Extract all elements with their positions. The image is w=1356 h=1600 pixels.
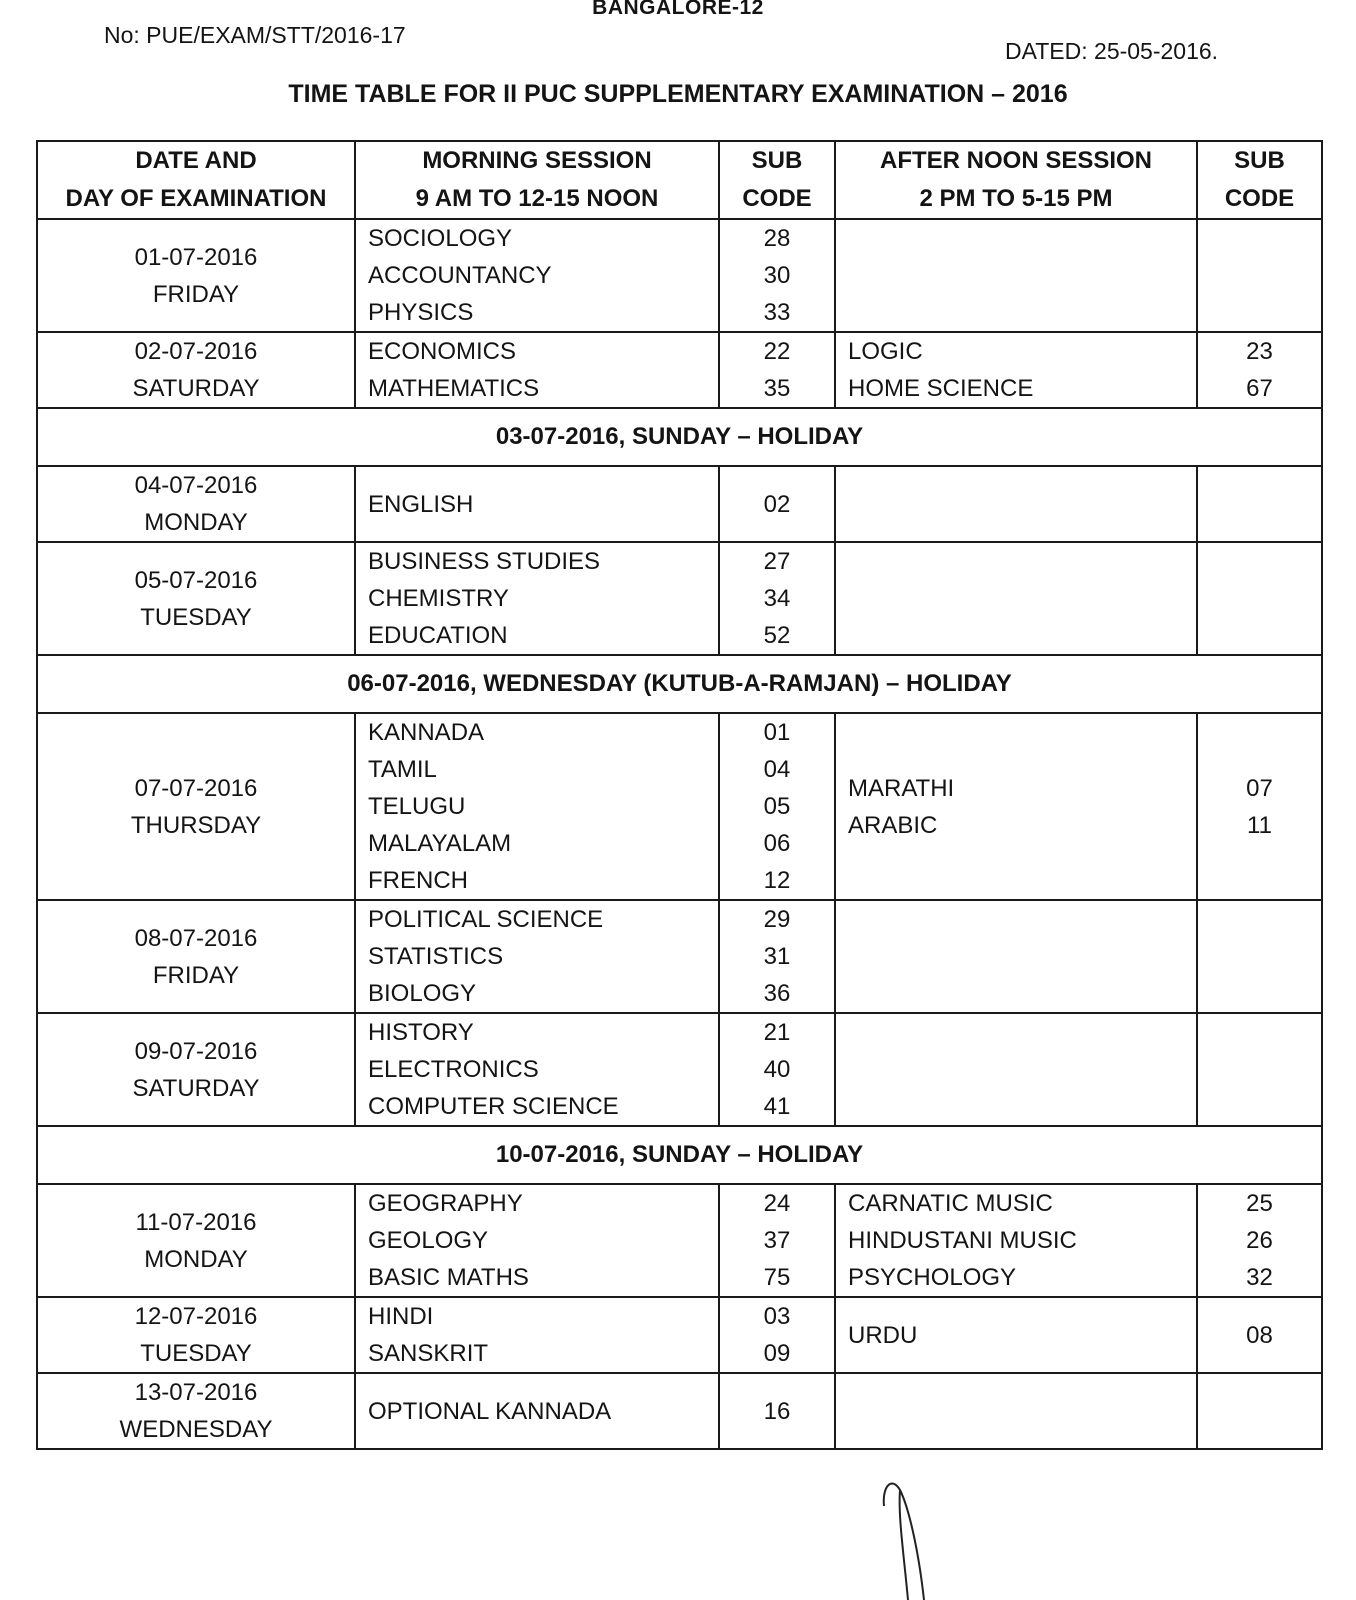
morning-subject-code: 05 bbox=[763, 793, 791, 820]
morning-subjects-cell bbox=[355, 332, 719, 408]
afternoon-codes-cell bbox=[1197, 713, 1322, 900]
exam-day: WEDNESDAY bbox=[119, 1416, 273, 1443]
morning-subject: OPTIONAL KANNADA bbox=[368, 1397, 612, 1425]
exam-date: 04-07-2016 bbox=[134, 472, 258, 499]
exam-date: 12-07-2016 bbox=[134, 1303, 258, 1330]
afternoon-codes-cell bbox=[1197, 466, 1322, 542]
date-cell bbox=[37, 1184, 355, 1297]
morning-subject-code: 09 bbox=[763, 1340, 791, 1367]
afternoon-subject: CARNATIC MUSIC bbox=[848, 1190, 1053, 1217]
header-text: CODE bbox=[742, 185, 812, 212]
signature-stroke bbox=[884, 1483, 924, 1600]
afternoon-subjects-cell bbox=[835, 542, 1197, 655]
exam-row bbox=[37, 219, 1322, 332]
morning-code-column-header bbox=[719, 141, 835, 219]
timetable bbox=[36, 140, 1323, 1450]
header-text: DAY OF EXAMINATION bbox=[65, 185, 327, 212]
morning-subject-code: 28 bbox=[763, 225, 791, 252]
morning-subject-code: 34 bbox=[763, 585, 791, 612]
morning-subject-code: 04 bbox=[763, 756, 791, 783]
morning-subject-code: 75 bbox=[763, 1264, 791, 1291]
morning-subjects-cell bbox=[355, 1297, 719, 1373]
holiday-row bbox=[37, 1126, 1322, 1184]
header-text: SUB bbox=[1234, 147, 1285, 174]
exam-day: FRIDAY bbox=[152, 961, 240, 989]
exam-date: 05-07-2016 bbox=[134, 566, 258, 594]
morning-codes-cell bbox=[719, 332, 835, 408]
holiday-row bbox=[37, 655, 1322, 713]
afternoon-subjects-cell bbox=[835, 466, 1197, 542]
exam-row bbox=[37, 542, 1322, 655]
exam-day: TUESDAY bbox=[140, 603, 252, 631]
org-location: BANGALORE-12 bbox=[592, 0, 764, 19]
morning-subjects-cell bbox=[355, 900, 719, 1013]
header-row bbox=[37, 141, 1322, 219]
morning-subject-code: 40 bbox=[763, 1056, 791, 1083]
exam-day: SATURDAY bbox=[132, 375, 260, 402]
afternoon-subject-code: 67 bbox=[1246, 375, 1273, 402]
morning-subject: TELUGU bbox=[368, 793, 466, 820]
header-text: DATE AND bbox=[135, 147, 257, 174]
afternoon-subjects-cell bbox=[835, 900, 1197, 1013]
morning-subject: HINDI bbox=[368, 1303, 434, 1330]
afternoon-subjects-cell bbox=[835, 219, 1197, 332]
afternoon-subjects-cell bbox=[835, 1013, 1197, 1126]
exam-date: 09-07-2016 bbox=[134, 1037, 258, 1065]
date-cell bbox=[37, 542, 355, 655]
morning-subject-code: 21 bbox=[763, 1019, 791, 1046]
morning-subject: GEOGRAPHY bbox=[368, 1190, 523, 1217]
header-text: AFTER NOON SESSION bbox=[879, 147, 1153, 174]
morning-subjects-cell bbox=[355, 542, 719, 655]
morning-subject-code: 52 bbox=[763, 622, 791, 649]
exam-date: 02-07-2016 bbox=[134, 338, 258, 365]
header-text: 9 AM TO 12-15 NOON bbox=[415, 185, 659, 212]
afternoon-subjects-cell bbox=[835, 1373, 1197, 1449]
date-cell bbox=[37, 713, 355, 900]
morning-subject: POLITICAL SCIENCE bbox=[368, 906, 604, 933]
exam-date: 13-07-2016 bbox=[134, 1379, 258, 1406]
header-text: MORNING SESSION bbox=[422, 147, 652, 174]
morning-subjects-cell bbox=[355, 1013, 719, 1126]
morning-subject: TAMIL bbox=[368, 756, 437, 783]
morning-codes-cell bbox=[719, 713, 835, 900]
morning-codes-cell bbox=[719, 542, 835, 655]
morning-subject: STATISTICS bbox=[368, 943, 504, 970]
header-text: SUB bbox=[751, 147, 803, 174]
morning-subject: BUSINESS STUDIES bbox=[368, 548, 601, 575]
morning-subjects-cell bbox=[355, 219, 719, 332]
afternoon-codes-cell bbox=[1197, 1184, 1322, 1297]
morning-subject-code: 37 bbox=[763, 1227, 791, 1254]
morning-subject-code: 01 bbox=[763, 719, 791, 746]
morning-subject: BIOLOGY bbox=[368, 980, 477, 1007]
afternoon-codes-cell bbox=[1197, 1013, 1322, 1126]
afternoon-subject: URDU bbox=[848, 1321, 918, 1349]
morning-subject-code: 29 bbox=[763, 906, 791, 933]
exam-row bbox=[37, 1373, 1322, 1449]
afternoon-subject: HOME SCIENCE bbox=[848, 375, 1034, 402]
morning-subject-code: 35 bbox=[763, 375, 791, 402]
exam-date: 08-07-2016 bbox=[134, 924, 258, 952]
afternoon-subject: ARABIC bbox=[848, 811, 938, 839]
morning-subjects-cell bbox=[355, 1184, 719, 1297]
morning-subject-code: 36 bbox=[763, 980, 791, 1007]
exam-date: 11-07-2016 bbox=[135, 1208, 257, 1236]
afternoon-subjects-cell bbox=[835, 332, 1197, 408]
holiday-cell: 10-07-2016, SUNDAY – HOLIDAY bbox=[37, 1126, 1322, 1184]
page-title: TIME TABLE FOR II PUC SUPPLEMENTARY EXAMINATION – 2016 bbox=[288, 80, 1068, 108]
date-cell bbox=[37, 332, 355, 408]
date-cell bbox=[37, 1373, 355, 1449]
afternoon-subject: LOGIC bbox=[848, 338, 923, 365]
morning-subject: ENGLISH bbox=[368, 490, 474, 518]
morning-subject-code: 12 bbox=[763, 867, 791, 894]
exam-day: FRIDAY bbox=[152, 280, 240, 308]
afternoon-subject-code: 11 bbox=[1247, 811, 1272, 839]
exam-day: THURSDAY bbox=[130, 811, 262, 839]
afternoon-subject: MARATHI bbox=[848, 774, 955, 802]
exam-day: TUESDAY bbox=[140, 1340, 252, 1367]
morning-subjects-cell bbox=[355, 466, 719, 542]
afternoon-subjects-cell bbox=[835, 1184, 1197, 1297]
timetable-body bbox=[37, 219, 1322, 1449]
morning-codes-cell bbox=[719, 1184, 835, 1297]
morning-subject-code: 30 bbox=[763, 262, 791, 289]
morning-subject: SANSKRIT bbox=[368, 1340, 489, 1367]
afternoon-subjects-cell bbox=[835, 1297, 1197, 1373]
date-column-header bbox=[37, 141, 355, 219]
exam-row bbox=[37, 1013, 1322, 1126]
morning-column-header bbox=[355, 141, 719, 219]
exam-day: MONDAY bbox=[144, 509, 248, 536]
date-cell bbox=[37, 1013, 355, 1126]
afternoon-subject-code: 32 bbox=[1246, 1264, 1273, 1291]
holiday-cell: 03-07-2016, SUNDAY – HOLIDAY bbox=[37, 408, 1322, 466]
exam-row bbox=[37, 466, 1322, 542]
morning-subject-code: 22 bbox=[763, 338, 791, 365]
morning-codes-cell bbox=[719, 900, 835, 1013]
exam-day: SATURDAY bbox=[132, 1074, 260, 1102]
morning-codes-cell bbox=[719, 219, 835, 332]
morning-subject-code: 27 bbox=[763, 548, 791, 575]
afternoon-codes-cell bbox=[1197, 219, 1322, 332]
afternoon-subject: HINDUSTANI MUSIC bbox=[848, 1227, 1077, 1254]
morning-subject: CHEMISTRY bbox=[368, 585, 509, 612]
morning-subject: GEOLOGY bbox=[368, 1227, 489, 1254]
header-text: CODE bbox=[1224, 185, 1295, 212]
morning-codes-cell bbox=[719, 1013, 835, 1126]
morning-subject-code: 41 bbox=[763, 1093, 791, 1120]
holiday-row bbox=[37, 408, 1322, 466]
morning-subject: FRENCH bbox=[368, 867, 468, 894]
afternoon-subject-code: 26 bbox=[1246, 1227, 1273, 1254]
morning-subject: ELECTRONICS bbox=[368, 1056, 539, 1083]
morning-subjects-cell bbox=[355, 713, 719, 900]
morning-subject-code: 16 bbox=[763, 1397, 791, 1425]
exam-row bbox=[37, 1184, 1322, 1297]
exam-date: 07-07-2016 bbox=[134, 774, 258, 802]
afternoon-subjects-cell bbox=[835, 713, 1197, 900]
morning-subject-code: 33 bbox=[763, 299, 791, 326]
date-cell bbox=[37, 466, 355, 542]
morning-codes-cell bbox=[719, 1373, 835, 1449]
afternoon-column-header bbox=[835, 141, 1197, 219]
holiday-cell: 06-07-2016, WEDNESDAY (KUTUB-A-RAMJAN) – HOLIDAY bbox=[37, 655, 1322, 713]
morning-subject-code: 31 bbox=[763, 943, 791, 970]
exam-row bbox=[37, 713, 1322, 900]
morning-subject: MATHEMATICS bbox=[368, 375, 540, 402]
afternoon-codes-cell bbox=[1197, 542, 1322, 655]
issue-date: DATED: 25-05-2016. bbox=[1005, 38, 1219, 64]
signature-mark bbox=[878, 1476, 938, 1600]
morning-subject: HISTORY bbox=[368, 1019, 474, 1046]
afternoon-subject-code: 08 bbox=[1246, 1321, 1273, 1349]
morning-codes-cell bbox=[719, 1297, 835, 1373]
afternoon-codes-cell bbox=[1197, 332, 1322, 408]
morning-subject: ACCOUNTANCY bbox=[368, 262, 552, 289]
morning-subject-code: 03 bbox=[763, 1303, 791, 1330]
morning-subject-code: 06 bbox=[763, 830, 791, 857]
morning-subject: SOCIOLOGY bbox=[368, 225, 513, 252]
morning-subject: PHYSICS bbox=[368, 299, 474, 326]
exam-row bbox=[37, 900, 1322, 1013]
reference-number: No: PUE/EXAM/STT/2016-17 bbox=[104, 22, 406, 48]
afternoon-subject-code: 07 bbox=[1246, 774, 1273, 802]
morning-subject: BASIC MATHS bbox=[368, 1264, 529, 1291]
morning-subject: EDUCATION bbox=[368, 622, 508, 649]
afternoon-codes-cell bbox=[1197, 1297, 1322, 1373]
morning-subject: MALAYALAM bbox=[368, 830, 512, 857]
date-cell bbox=[37, 900, 355, 1013]
exam-date: 01-07-2016 bbox=[134, 243, 258, 271]
morning-subjects-cell bbox=[355, 1373, 719, 1449]
morning-subject: KANNADA bbox=[368, 719, 485, 746]
date-cell bbox=[37, 219, 355, 332]
exam-row bbox=[37, 332, 1322, 408]
morning-subject: ECONOMICS bbox=[368, 338, 517, 365]
afternoon-subject-code: 25 bbox=[1246, 1190, 1273, 1217]
afternoon-code-column-header bbox=[1197, 141, 1322, 219]
afternoon-subject-code: 23 bbox=[1246, 338, 1273, 365]
morning-codes-cell bbox=[719, 466, 835, 542]
morning-subject-code: 02 bbox=[763, 490, 791, 518]
exam-row bbox=[37, 1297, 1322, 1373]
exam-day: MONDAY bbox=[144, 1245, 248, 1273]
morning-subject-code: 24 bbox=[763, 1190, 791, 1217]
header-text: 2 PM TO 5-15 PM bbox=[919, 185, 1113, 212]
afternoon-codes-cell bbox=[1197, 1373, 1322, 1449]
date-cell bbox=[37, 1297, 355, 1373]
afternoon-subject: PSYCHOLOGY bbox=[848, 1264, 1017, 1291]
morning-subject: COMPUTER SCIENCE bbox=[368, 1093, 619, 1120]
afternoon-codes-cell bbox=[1197, 900, 1322, 1013]
